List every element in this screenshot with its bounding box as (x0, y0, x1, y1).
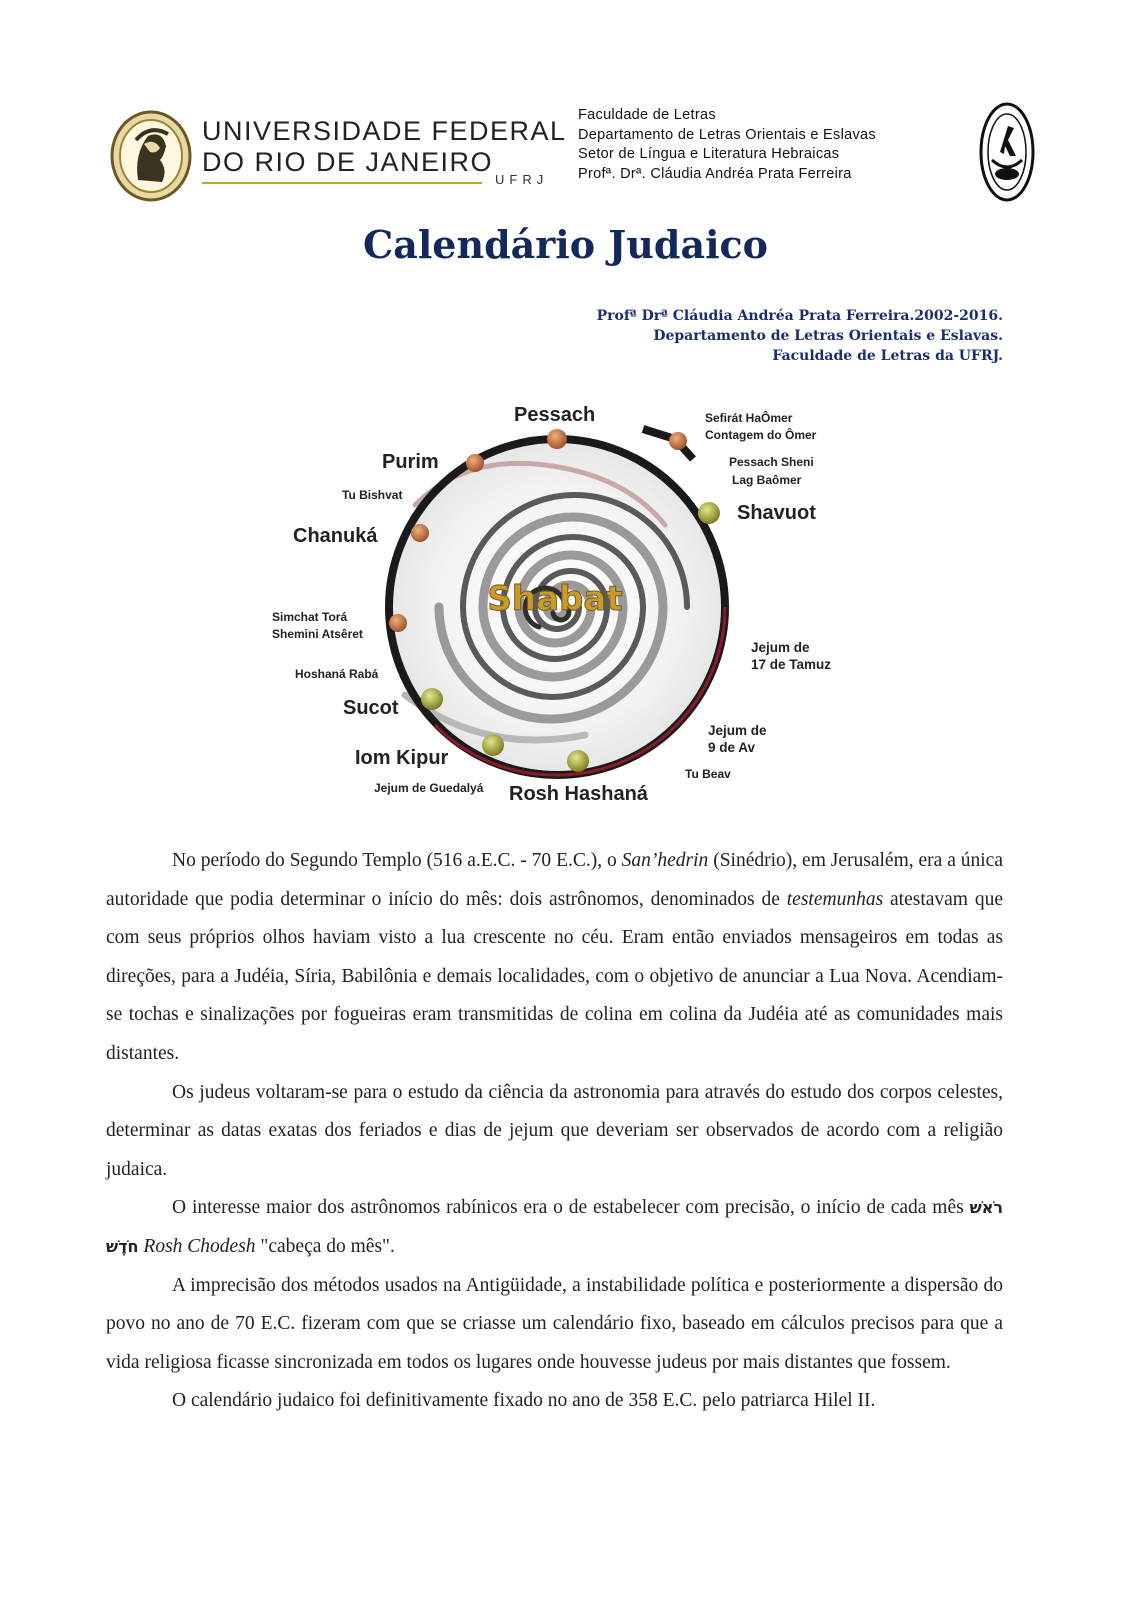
label-pessach: Pessach (514, 404, 596, 426)
university-name-line1: UNIVERSIDADE FEDERAL (202, 116, 567, 146)
label-sucot: Sucot (343, 697, 399, 719)
bead-chanuka (411, 524, 429, 542)
paragraph-2: Os judeus voltaram-se para o estudo da ciência da astronomia para através do estudo dos corpos celestes, determinar as datas exatas dos feriados e dias de jejum que deveriam ser observados de acordo com a religião judaica. (106, 1081, 1003, 1180)
sector-line: Setor de Língua e Literatura Hebraicas (578, 146, 840, 162)
label-tu-bishvat: Tu Bishvat (342, 488, 403, 502)
bead-rosh-hashana (567, 750, 589, 772)
hebrew-rosh-chodesh: רֹאשׁ חֹדֶשׁ (106, 1198, 1003, 1256)
jewish-calendar-diagram (265, 395, 865, 815)
paragraph-5: O calendário judaico foi definitivamente fixado no ano de 358 E.C. pelo patriarca Hilel II. (172, 1390, 876, 1412)
department-line: Departamento de Letras Orientais e Eslavas (578, 126, 876, 143)
label-tu-beav: Tu Beav (685, 767, 731, 781)
label-jejum-av-line2: 9 de Av (708, 740, 756, 755)
gold-rule (202, 182, 482, 184)
label-shavuot: Shavuot (737, 502, 816, 524)
term-sanhedrin: San’hedrin (621, 850, 709, 871)
author-credits (597, 306, 1003, 366)
faculty-line: Faculdade de Letras (578, 107, 716, 123)
p1-text-c: atestavam que com seus próprios olhos haviam visto a lua crescente no céu. Eram então enviados mensageiros em todas as direções, para a Judéia, Síria, Babilônia e demais localidades, com o objetivo de anunciar a Lua Nova. Acendiam-se tochas e sinalizações por fogueiras eram transmitidas de colina em colina da Judéia até as comunidades mais distantes. (106, 888, 1003, 1064)
bead-pessach (547, 429, 567, 449)
label-chanuka: Chanuká (293, 525, 378, 547)
credit-author: Profª Drª Cláudia Andréa Prata Ferreira.2002-2016. (596, 308, 1003, 324)
label-pessach-sheni: Pessach Sheni (729, 455, 814, 469)
paragraph-1 (106, 842, 1003, 1074)
label-lag-baomer: Lag Baômer (732, 473, 802, 487)
credit-faculty: Faculdade de Letras da UFRJ. (772, 348, 1003, 364)
bead-purim (466, 454, 484, 472)
label-iom-kipur: Iom Kipur (355, 747, 449, 769)
label-contagem-omer: Contagem do Ômer (705, 428, 817, 442)
p3-text-a: O interesse maior dos astrônomos rabínicos era o de estabelecer com precisão, o início de cada mês (172, 1197, 970, 1219)
university-abbreviation: UFRJ (495, 172, 549, 187)
label-rosh-hashana: Rosh Hashaná (509, 783, 648, 805)
bead-sucot (421, 688, 443, 710)
term-testemunhas: testemunhas (786, 888, 884, 910)
p3-text-b: "cabeça do mês". (255, 1235, 395, 1257)
department-seal-logo (978, 100, 1036, 204)
label-jejum-av-line1: Jejum de (708, 723, 767, 738)
label-hoshana-raba: Hoshaná Rabá (295, 667, 379, 681)
label-simchat-tora: Simchat Torá (272, 610, 348, 624)
faculty-info (578, 106, 876, 184)
body-text (106, 842, 1003, 1421)
label-jejum-tamuz-line2: 17 de Tamuz (751, 657, 832, 672)
university-name (202, 116, 567, 178)
bead-iom-kipur (482, 734, 504, 756)
label-jejum-guedalya: Jejum de Guedalyá (374, 781, 484, 795)
label-jejum-tamuz-line1: Jejum de (751, 640, 810, 655)
term-rosh-chodesh: Rosh Chodesh (143, 1235, 256, 1257)
p1-text-a: No período do Segundo Templo (516 a.E.C. - 70 E.C.), o (172, 850, 622, 871)
professor-line: Profª. Drª. Cláudia Andréa Prata Ferreira (578, 165, 852, 182)
p1-text-b: (Sinédrio), em Jerusalém, era a única autoridade que podia determinar o início do mês: dois astrônomos, denominados de (106, 850, 1003, 910)
shabat-center-label: Shabat (487, 579, 623, 619)
university-name-line2: DO RIO DE JANEIRO (202, 147, 494, 177)
label-purim: Purim (382, 451, 439, 473)
bead-shavuot (698, 502, 720, 524)
paragraph-3 (106, 1189, 1003, 1266)
label-sefirat-haomer: Sefirát HaÔmer (705, 411, 793, 425)
label-shemini-atseret: Shemini Atsêret (272, 627, 363, 641)
bead-simchat-tora (389, 614, 407, 632)
bead-omer (669, 432, 687, 450)
credit-department: Departamento de Letras Orientais e Eslavas. (653, 328, 1003, 344)
ufrj-seal-logo (110, 110, 192, 202)
paragraph-4: A imprecisão dos métodos usados na Antigüidade, a instabilidade política e posteriormente a dispersão do povo no ano de 70 E.C. fizeram com que se criasse um calendário fixo, baseado em cálculos precisos para que a vida religiosa ficasse sincronizada em todos os lugares onde houvesse judeus por mais distantes que fossem. (106, 1274, 1003, 1373)
page-header (110, 100, 1040, 210)
page-title: Calendário Judaico (362, 222, 769, 267)
